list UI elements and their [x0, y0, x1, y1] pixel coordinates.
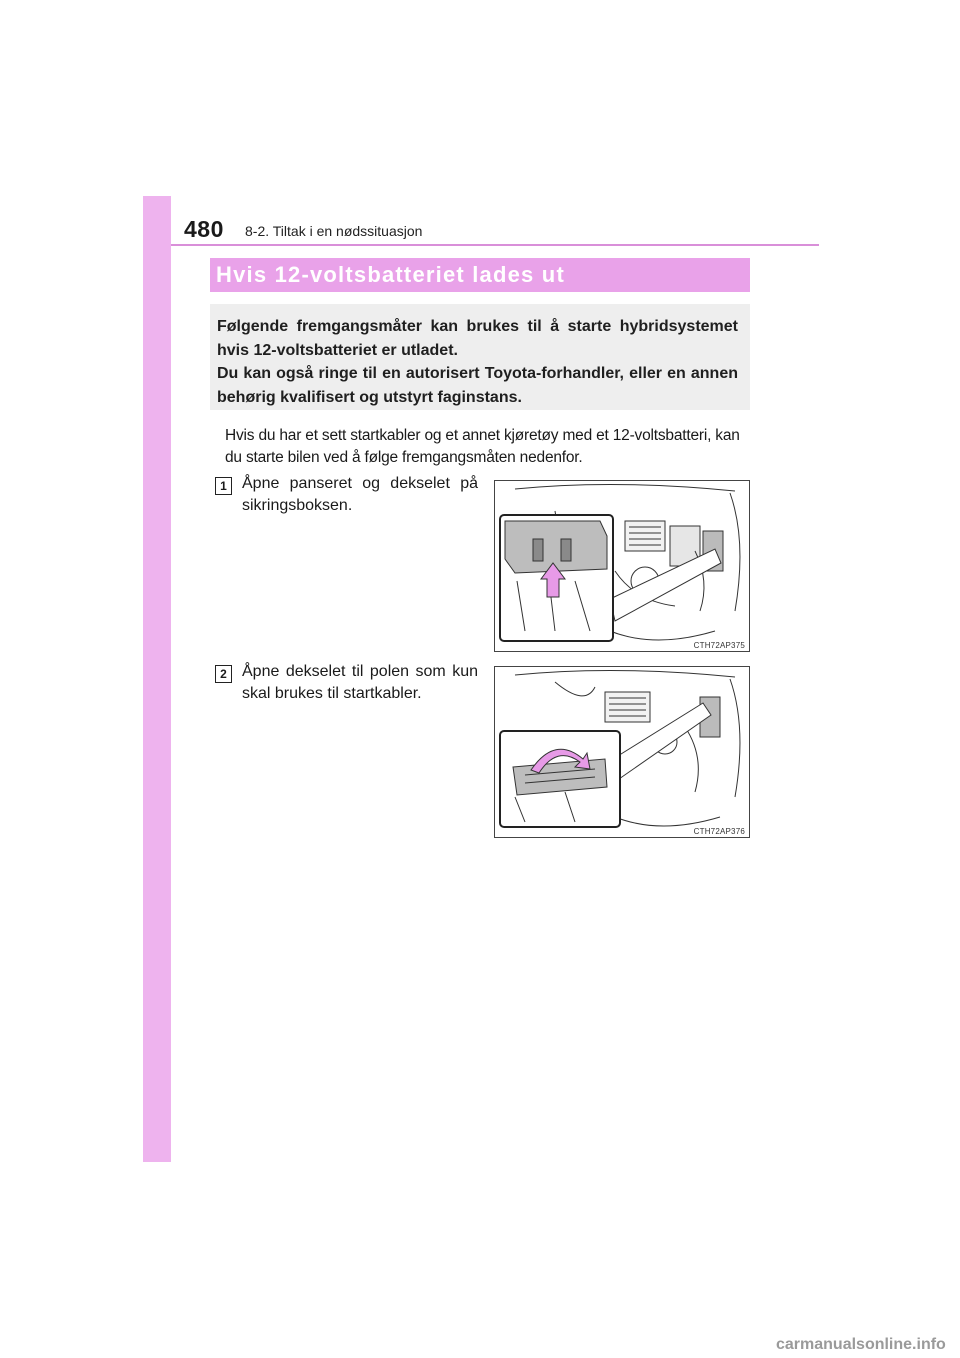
figure-code-1: CTH72AP375: [693, 641, 745, 650]
section-label: 8-2. Tiltak i en nødssituasjon: [245, 223, 423, 239]
step-2-number: 2: [215, 665, 232, 683]
header-divider: [171, 244, 819, 246]
figure-code-2: CTH72AP376: [693, 827, 745, 836]
body-paragraph: Hvis du har et sett startkabler og et annet kjøretøy med et 12-voltsbatteri, kan du starte bilen ved å følge fremgangsmåten nedenfor.: [225, 427, 740, 466]
step-2-text: Åpne dekselet til polen som kun skal brukes til startkabler.: [242, 663, 478, 702]
intro-paragraph-1: Følgende fremgangsmåter kan brukes til å starte hybridsystemet hvis 12-voltsbatteriet er utladet.: [217, 318, 738, 359]
step-1-figure: [494, 480, 750, 652]
engine-bay-terminal-illustration: [495, 667, 749, 837]
intro-box: [210, 304, 750, 410]
section-title: Hvis 12-voltsbatteriet lades ut: [210, 258, 750, 292]
step-2-figure: [494, 666, 750, 838]
intro-paragraph-2: Du kan også ringe til en autorisert Toyota-forhandler, eller en annen behørig kvalifisert og utstyrt faginstans.: [217, 365, 738, 406]
page-number: 480: [184, 216, 224, 242]
step-1-text: Åpne panseret og dekselet på sikringsboksen.: [242, 475, 478, 514]
chapter-tab-sidebar: [143, 196, 171, 1162]
watermark: carmanualsonline.info: [776, 1336, 946, 1353]
engine-bay-fuse-box-illustration: [495, 481, 749, 651]
step-1-number: 1: [215, 477, 232, 495]
